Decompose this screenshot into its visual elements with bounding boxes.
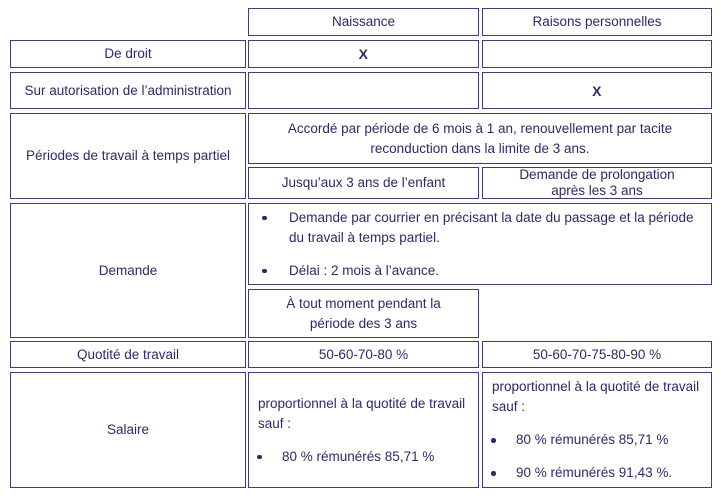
- cell-periodes-jusquaux: [248, 167, 479, 199]
- demande-bullet-1-text: Demande par courrier en précisant la date du passage et la période du travail à temps partiel.: [289, 209, 694, 245]
- autorisation-label: Sur autorisation de l’administration: [24, 82, 232, 98]
- periodes-prolongation-text: Demande de prolongation après les 3 ans: [519, 167, 675, 198]
- bullet-dot-icon: [483, 430, 516, 443]
- cell-autorisation-raisons: [482, 72, 712, 109]
- demande-label: Demande: [98, 262, 158, 278]
- periodes-jusquaux-text: Jusqu’aux 3 ans de l’enfant: [281, 175, 446, 190]
- header-cell-raisons-personnelles: [482, 8, 712, 36]
- salaire-raisons-bullet-1: [483, 430, 707, 450]
- de-droit-label: De droit: [104, 46, 152, 61]
- cell-autorisation-naissance: [248, 72, 479, 109]
- cell-salaire-naissance: [248, 372, 479, 488]
- cell-quotite-naissance: [248, 341, 479, 368]
- salaire-raisons-intro: proportionnel à la quotité de travail sauf :: [492, 379, 700, 414]
- row-label-periodes: [10, 113, 246, 199]
- header-naissance-label: Naissance: [331, 14, 396, 29]
- salaire-raisons-bullet-2-text: 90 % rémunérés 91,43 %.: [516, 465, 673, 480]
- demande-tout-moment-text: À tout moment pendant la période des 3 ans: [286, 295, 441, 331]
- cell-de-droit-raisons: [482, 40, 712, 68]
- row-label-quotite: [10, 341, 246, 368]
- demande-bullet-2-text: Délai : 2 mois à l’avance.: [289, 262, 440, 278]
- bullet-dot-icon: [249, 208, 289, 221]
- periodes-label: Périodes de travail à temps partiel: [25, 148, 231, 163]
- demande-bullet-2: [249, 261, 701, 281]
- salaire-naissance-bullet-1-text: 80 % rémunérés 85,71 %: [282, 448, 435, 464]
- quotite-naissance-value: 50-60-70-80 %: [318, 346, 409, 362]
- cell-periodes-prolongation: [482, 167, 712, 199]
- periodes-accorde-text: Accordé par période de 6 mois à 1 an, renouvellement par tacite reconduction dans la limite de 3 ans.: [287, 120, 673, 156]
- header-cell-naissance: [248, 8, 479, 36]
- bullet-dot-icon: [249, 447, 282, 460]
- cell-demande-tout-moment: [248, 289, 479, 338]
- header-raisons-label: Raisons personnelles: [532, 14, 662, 29]
- row-label-salaire: [10, 372, 246, 488]
- salaire-naissance-bullet-1: [249, 447, 474, 467]
- salaire-label: Salaire: [106, 422, 150, 437]
- row-label-autorisation: [10, 72, 246, 109]
- x-mark: X: [358, 46, 369, 62]
- row-label-demande: [10, 203, 246, 338]
- cell-periodes-accorde: [248, 113, 712, 164]
- x-mark: X: [592, 82, 602, 99]
- bullet-dot-icon: [249, 261, 289, 274]
- quotite-label: Quotité de travail: [76, 346, 180, 362]
- cell-quotite-raisons: [482, 341, 712, 368]
- cell-salaire-raisons: [482, 372, 712, 488]
- quotite-raisons-value: 50-60-70-75-80-90 %: [532, 346, 662, 362]
- salaire-naissance-intro: proportionnel à la quotité de travail sauf :: [258, 395, 466, 431]
- salaire-raisons-bullet-2: [483, 463, 707, 483]
- cell-demande-bullets: [248, 203, 712, 285]
- demande-bullet-1: [249, 208, 701, 248]
- salaire-raisons-bullet-1-text: 80 % rémunérés 85,71 %: [516, 432, 669, 447]
- bullet-dot-icon: [483, 463, 516, 476]
- cell-de-droit-naissance: [248, 40, 479, 68]
- row-label-de-droit: [10, 40, 246, 68]
